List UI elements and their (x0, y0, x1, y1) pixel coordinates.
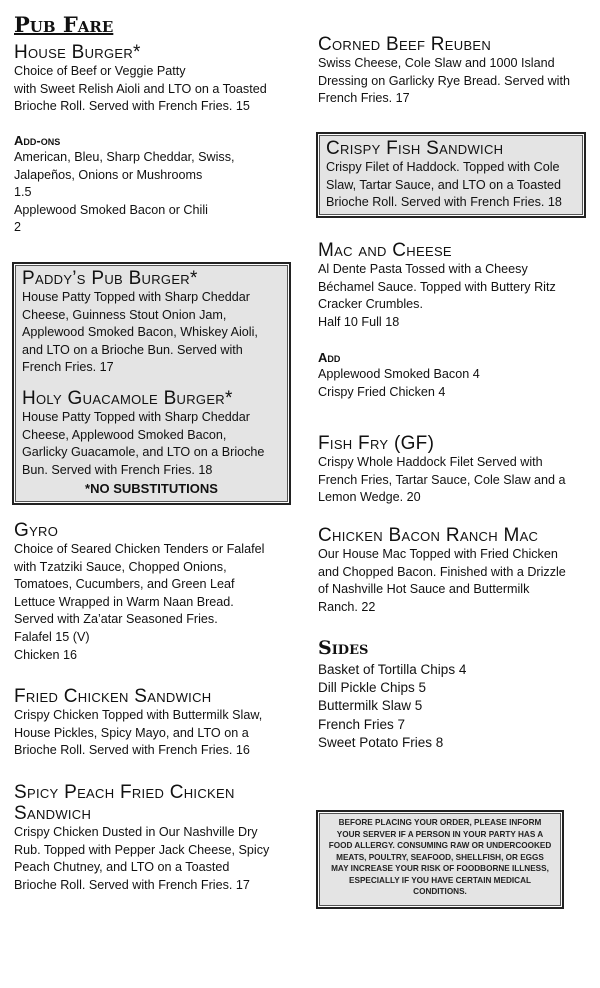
menu-item-house-burger (14, 42, 304, 116)
side-item: Sweet Potato Fries 8 (318, 734, 444, 750)
menu-item-spicy-peach-sandwich (14, 782, 304, 894)
menu-item-mac-and-cheese (318, 240, 598, 331)
menu-item-fried-chicken-sandwich (14, 686, 304, 760)
allergy-notice-box (316, 810, 564, 909)
menu-item-fish-fry (318, 433, 598, 507)
allergy-notice: BEFORE PLACING YOUR ORDER, PLEASE INFORM YOUR SERVER IF A PERSON IN YOUR PARTY HAS A FOOD ALLERGY. CONSUMING RAW OR UNDERCOOKED MEATS, POULTRY, SEAFOOD, SHELLFISH, OR EGGS MAY INCREASE YOUR RISK OF FOODBORNE ILLNESS, ESPECIALLY IF YOU HAVE CERTAIN MEDICAL CONDITIONS. (328, 818, 552, 896)
item-description: Choice of Seared Chicken Tenders or Falafel with Tzatziki Sauce, Chopped Onions, Tomatoes, Cucumbers, and Green Leaf Lettuce Wrapped in Warm Naan Bread. Served with Za’atar Seasoned Fries. Falafel 15 (V) Chicken 16 (14, 542, 265, 662)
menu-item-chicken-bacon-ranch-mac (318, 525, 598, 616)
item-name: Fried Chicken Sandwich (14, 686, 212, 707)
item-name: Chicken Bacon Ranch Mac (318, 525, 539, 546)
addons-section (14, 133, 304, 237)
item-description: Crispy Filet of Haddock. Topped with Cole Slaw, Tartar Sauce, and LTO on a Toasted Brioche Roll. Served with French Fries. 18 (326, 160, 562, 210)
item-name: Holy Guacamole Burger* (22, 388, 233, 409)
featured-burgers-box (12, 262, 291, 505)
item-name: Paddy’s Pub Burger* (22, 268, 198, 289)
item-description: Crispy Chicken Dusted in Our Nashville Dry Rub. Topped with Pepper Jack Cheese, Spicy Peach Chutney, and LTO on a Toasted Brioche Roll. Served with French Fries. 17 (14, 825, 270, 892)
no-substitutions-note: *NO SUBSTITUTIONS (85, 481, 218, 496)
addons-list: American, Bleu, Sharp Cheddar, Swiss, Jalapeños, Onions or Mushrooms 1.5 Applewood Smoked Bacon or Chili 2 (14, 150, 235, 235)
sides-title: Sides (318, 637, 369, 659)
item-name: Crispy Fish Sandwich (326, 138, 504, 159)
add-list: Applewood Smoked Bacon 4 Crispy Fried Chicken 4 (318, 367, 480, 399)
item-description: Crispy Whole Haddock Filet Served with French Fries, Tartar Sauce, Cole Slaw and a Lemon Wedge. 20 (318, 455, 566, 505)
menu-item-reuben (318, 34, 598, 108)
sides-list (318, 661, 598, 752)
add-title: Add (318, 350, 341, 365)
item-description: House Patty Topped with Sharp Cheddar Cheese, Applewood Smoked Bacon, Garlicky Guacamole, and LTO on a Brioche Bun. Served with French Fries. 18 (22, 410, 265, 477)
menu-item-gyro (14, 520, 304, 664)
item-name: Gyro (14, 520, 59, 541)
item-name: Fish Fry (GF) (318, 433, 435, 454)
item-description: House Patty Topped with Sharp Cheddar Cheese, Guinness Stout Onion Jam, Applewood Smoked Bacon, Whiskey Aioli, and LTO on a Brioche Bun. Served with French Fries. 17 (22, 290, 258, 375)
side-item: Basket of Tortilla Chips 4 (318, 662, 467, 677)
menu-item-paddys-burger (22, 268, 258, 377)
crispy-fish-box (316, 132, 586, 218)
item-name: House Burger* (14, 42, 141, 63)
side-item: Dill Pickle Chips 5 (318, 680, 427, 696)
mac-add-section (318, 350, 598, 401)
section-title-pub-fare: Pub Fare (14, 12, 114, 37)
item-description: Our House Mac Topped with Fried Chicken and Chopped Bacon. Finished with a Drizzle of Nashville Hot Sauce and Buttermilk Ranch. 22 (318, 547, 566, 614)
item-name: Spicy Peach Fried Chicken Sandwich (14, 782, 235, 824)
item-name: Mac and Cheese (318, 240, 452, 261)
menu-item-crispy-fish-sandwich (326, 138, 562, 212)
item-description: Swiss Cheese, Cole Slaw and 1000 Island Dressing on Garlicky Rye Bread. Served with French Fries. 17 (318, 56, 570, 106)
item-description: Crispy Chicken Topped with Buttermilk Slaw, House Pickles, Spicy Mayo, and LTO on a Brioche Roll. Served with French Fries. 16 (14, 708, 263, 758)
menu-item-holy-guacamole-burger (22, 388, 264, 479)
sides-section (318, 637, 598, 752)
item-description: Choice of Beef or Veggie Patty with Sweet Relish Aioli and LTO on a Toasted Brioche Roll. Served with French Fries. 15 (14, 64, 267, 114)
item-name: Corned Beef Reuben (318, 34, 492, 55)
side-item: French Fries 7 (318, 716, 406, 732)
side-item: Buttermilk Slaw 5 (318, 698, 423, 714)
item-description: Al Dente Pasta Tossed with a Cheesy Béchamel Sauce. Topped with Buttery Ritz Cracker Crumbles. Half 10 Full 18 (318, 262, 556, 329)
addons-title: Add-ons (14, 133, 61, 148)
